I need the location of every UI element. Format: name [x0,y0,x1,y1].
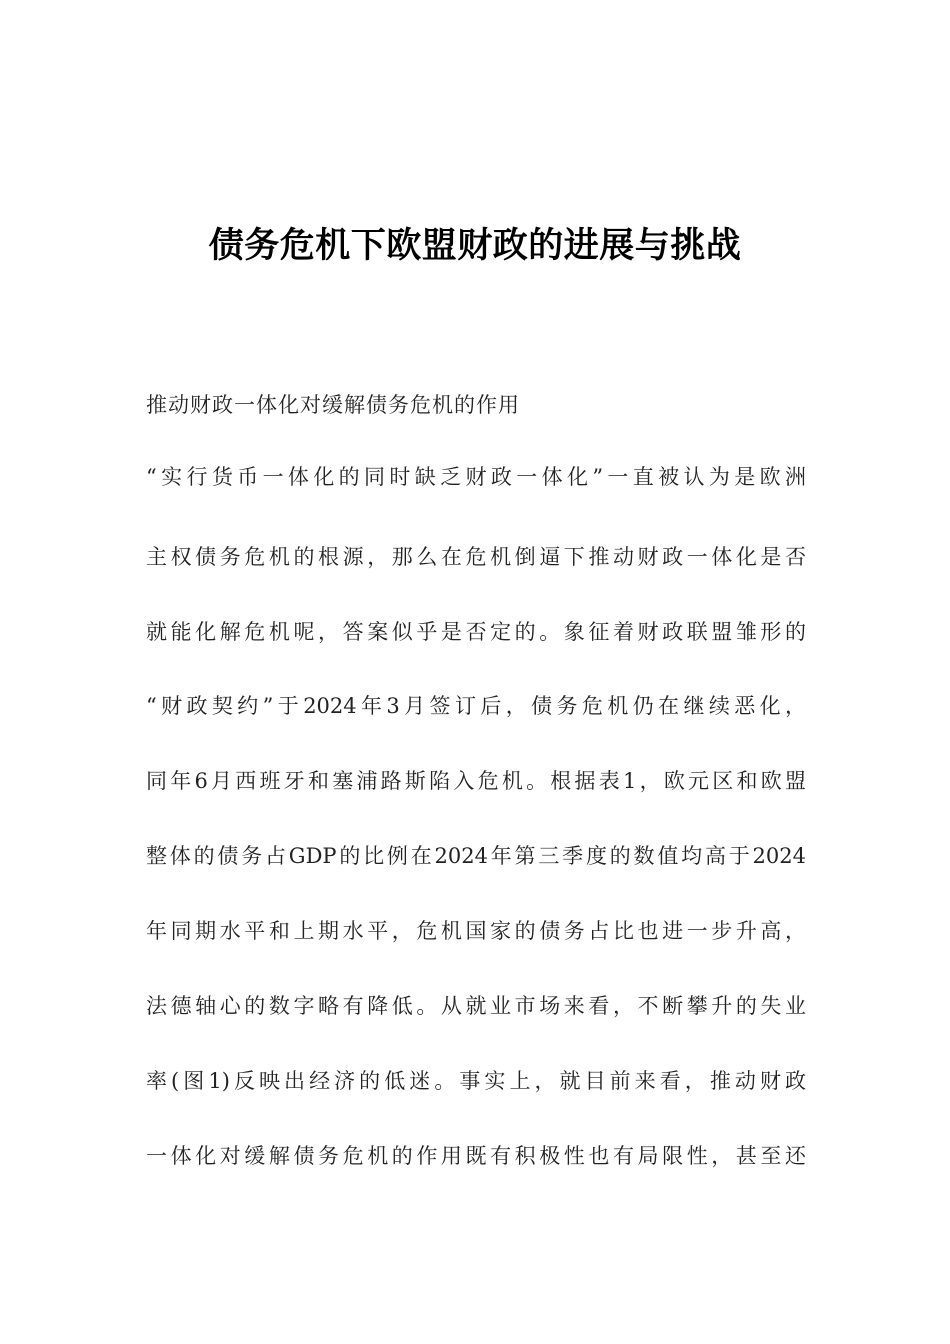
document-title: 债务危机下欧盟财政的进展与挑战 [208,226,742,266]
section-heading: 推动财政一体化对缓解债务危机的作用 [146,393,520,417]
paragraph-line: “实行货币一体化的同时缺乏财政一体化”一直被认为是欧洲 [146,465,806,489]
paragraph-line: 就能化解危机呢，答案似乎是否定的。象征着财政联盟雏形的 [146,620,806,644]
paragraph-line: “财政契约”于2024年3月签订后，债务危机仍在继续恶化， [146,694,806,718]
paragraph-line: 一体化对缓解债务危机的作用既有积极性也有局限性，甚至还 [146,1144,806,1168]
paragraph-line: 主权债务危机的根源，那么在危机倒逼下推动财政一体化是否 [146,545,806,569]
paragraph-line: 年同期水平和上期水平，危机国家的债务占比也进一步升高， [146,919,806,943]
paragraph-line: 整体的债务占GDP的比例在2024年第三季度的数值均高于2024 [146,844,806,868]
paragraph-line: 率(图1)反映出经济的低迷。事实上，就目前来看，推动财政 [146,1069,806,1093]
paragraph-line: 法德轴心的数字略有降低。从就业市场来看，不断攀升的失业 [146,994,806,1018]
paragraph-line: 同年6月西班牙和塞浦路斯陷入危机。根据表1，欧元区和欧盟 [146,769,806,793]
